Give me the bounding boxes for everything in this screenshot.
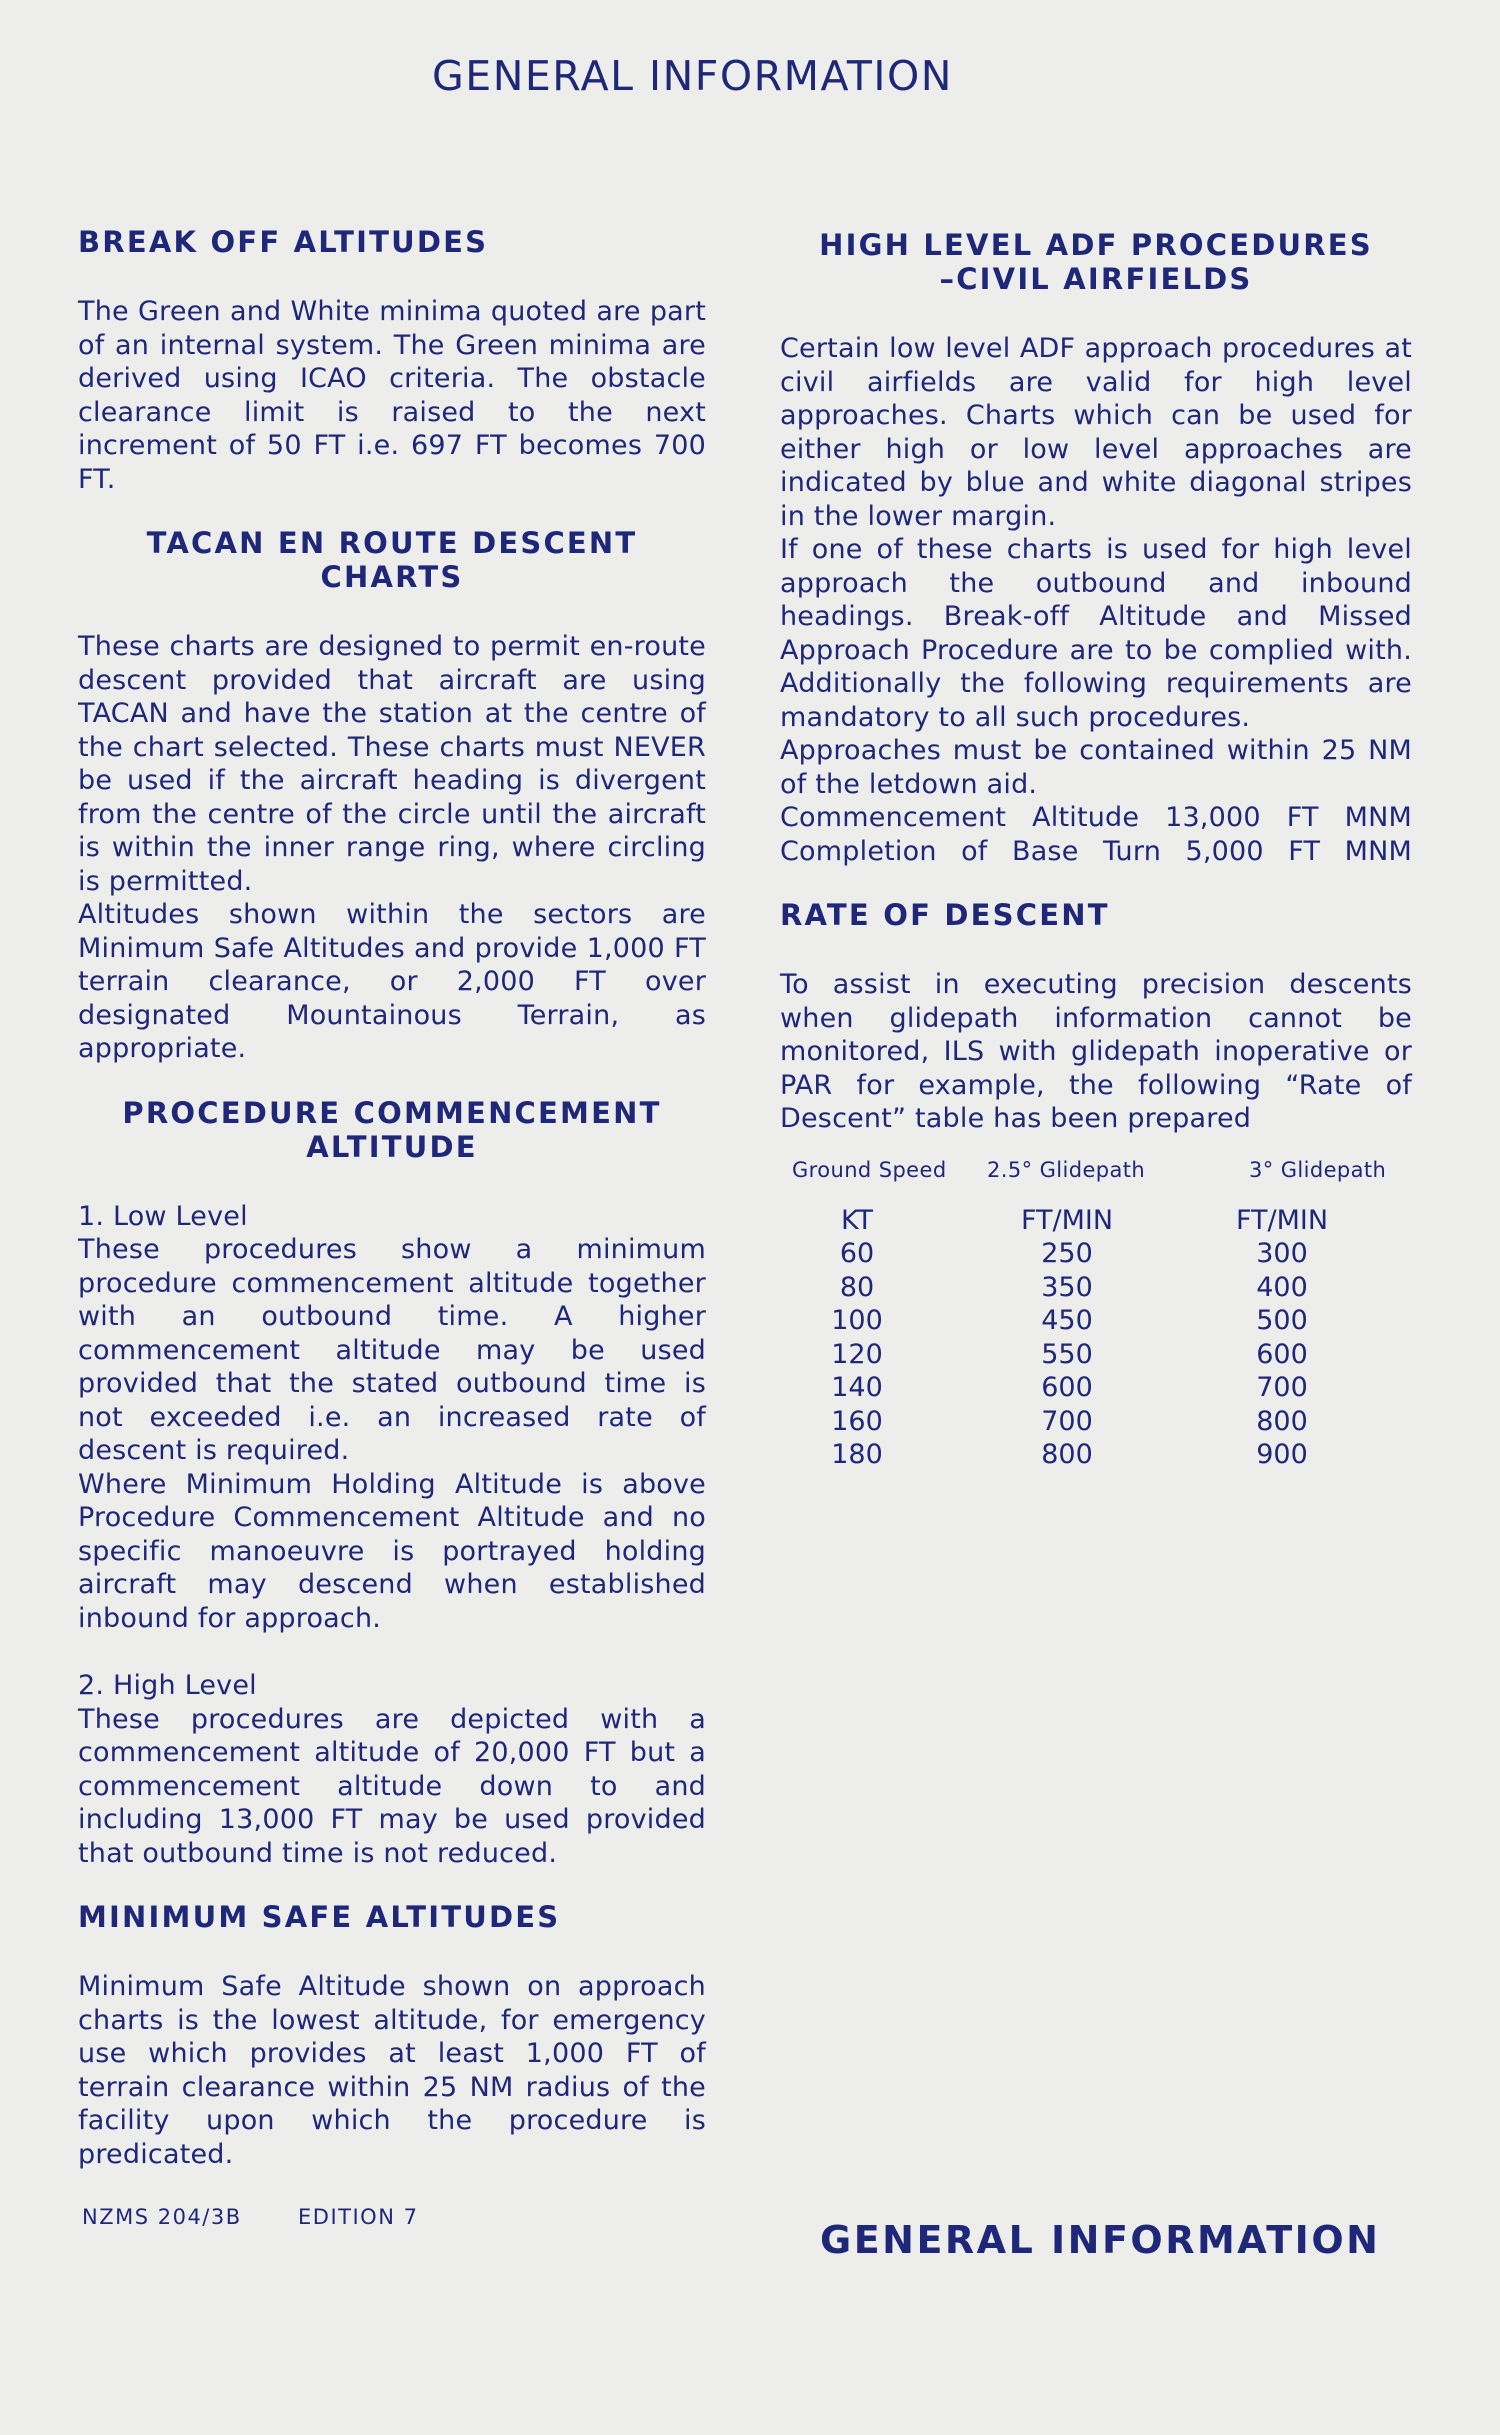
low-level-body-1: These procedures show a minimum procedure commencement altitude together with an outbound time. A higher commencement altitude may be used provided that the stated outbound time is not exceeded i.e. an increased rate of descent is required. <box>78 1234 706 1466</box>
tacan-body-2: Altitudes shown within the sectors are Minimum Safe Altitudes and provide 1,000 FT terrain clearance, or 2,000 FT over designated Mountainous Terrain, as appropriate. <box>78 899 706 1064</box>
tacan-heading-line1: TACAN EN ROUTE DESCENT <box>146 526 638 560</box>
glide-3-cell: 300 <box>1256 1238 1308 1269</box>
glide-25-cell: 800 <box>1041 1439 1093 1470</box>
unit-ftmin-25: FT/MIN <box>1020 1204 1114 1236</box>
speed-cell: 180 <box>831 1439 883 1470</box>
table-row <box>812 1304 1332 1338</box>
low-level-body-2: Where Minimum Holding Altitude is above Procedure Commencement Altitude and no specific manoeuvre is portrayed holding aircraft may descend when established inbound for approach. <box>78 1468 706 1634</box>
table-row <box>812 1237 1332 1271</box>
adf-heading-line2: –CIVIL AIRFIELDS <box>939 262 1253 296</box>
glide-25-cell: 450 <box>1041 1305 1093 1336</box>
table-row <box>812 1371 1332 1405</box>
table-row <box>812 1405 1332 1439</box>
edition: EDITION 7 <box>298 2205 419 2229</box>
glide-3-cell: 400 <box>1256 1271 1308 1303</box>
footer-chart-reference <box>82 2205 418 2229</box>
header-3-glidepath: 3° Glidepath <box>1249 1157 1387 1182</box>
msa-heading: MINIMUM SAFE ALTITUDES <box>78 1900 561 1934</box>
glide-3-cell: 600 <box>1256 1338 1308 1370</box>
glide-25-cell: 600 <box>1041 1372 1093 1403</box>
glide-3-cell: 500 <box>1256 1305 1308 1336</box>
break-off-heading: BREAK OFF ALTITUDES <box>78 225 489 259</box>
rate-body: To assist in executing precision descents when glidepath information cannot be monitored, ILS with glidepath inoperative or PAR for example, the following “Rate of Descent” table has been prepared <box>780 969 1412 1134</box>
left-column <box>78 225 706 2171</box>
adf-body-1: Certain low level ADF approach procedures at civil airfields are valid for high level approaches. Charts which can be used for either high or low level approaches are indicated by blue and white diagonal stripes in the lower margin. <box>780 333 1412 532</box>
break-off-body: The Green and White minima quoted are part of an internal system. The Green minima are derived using ICAO criteria. The obstacle clearance limit is raised to the next increment of 50 FT i.e. 697 FT becomes 700 FT. <box>78 296 706 495</box>
tacan-heading-line2: CHARTS <box>320 560 464 594</box>
procedure-heading-line2: ALTITUDE <box>306 1129 478 1164</box>
speed-cell: 120 <box>831 1338 883 1370</box>
speed-cell: 60 <box>839 1238 875 1269</box>
unit-kt: KT <box>840 1204 874 1236</box>
low-level-title: 1. Low Level <box>78 1200 248 1232</box>
procedure-heading-line1: PROCEDURE COMMENCEMENT <box>122 1095 662 1130</box>
adf-body-3: Approaches must be contained within 25 NM of the letdown aid. <box>780 735 1412 800</box>
table-row <box>812 1338 1332 1372</box>
speed-cell: 80 <box>839 1271 875 1303</box>
high-level-title: 2. High Level <box>78 1670 257 1701</box>
tacan-body-1: These charts are designed to permit en-route descent provided that aircraft are using TACAN and have the station at the centre of the chart selected. These charts must NEVER be used if the aircraft heading is divergent from the centre of the circle until the aircraft is within the inner range ring, where circling is permitted. <box>78 631 706 897</box>
msa-body: Minimum Safe Altitude shown on approach charts is the lowest altitude, for emergency use which provides at least 1,000 FT of terrain clearance within 25 NM radius of the facility upon which the procedure is predicated. <box>78 1971 706 2170</box>
high-level-body: These procedures are depicted with a commencement altitude of 20,000 FT but a commencement altitude down to and including 13,000 FT may be used provided that outbound time is not reduced. <box>78 1703 706 1869</box>
glide-25-cell: 700 <box>1041 1405 1093 1437</box>
page-title: GENERAL INFORMATION <box>432 52 953 100</box>
adf-commencement-line: Commencement Altitude 13,000 FT MNM <box>780 802 1412 833</box>
table-units-row <box>812 1204 1332 1238</box>
glide-3-cell: 900 <box>1256 1439 1308 1470</box>
chart-ref: NZMS 204/3B <box>82 2205 242 2229</box>
speed-cell: 140 <box>831 1372 883 1403</box>
glide-3-cell: 700 <box>1256 1372 1308 1403</box>
right-column <box>780 228 1412 1472</box>
speed-cell: 100 <box>831 1305 883 1336</box>
glide-25-cell: 550 <box>1041 1338 1093 1370</box>
glide-25-cell: 250 <box>1041 1238 1093 1269</box>
rate-of-descent-table <box>812 1204 1332 1472</box>
table-row <box>812 1271 1332 1305</box>
unit-ftmin-3: FT/MIN <box>1235 1204 1329 1236</box>
table-row <box>812 1438 1332 1472</box>
header-ground-speed: Ground Speed <box>792 1157 947 1182</box>
glide-3-cell: 800 <box>1256 1405 1308 1437</box>
footer-title: GENERAL INFORMATION <box>820 2218 1381 2262</box>
rate-table-column-headers <box>780 1158 1412 1182</box>
header-25-glidepath: 2.5° Glidepath <box>987 1157 1146 1182</box>
adf-completion-line: Completion of Base Turn 5,000 FT MNM <box>780 835 1412 867</box>
speed-cell: 160 <box>831 1405 883 1437</box>
adf-body-2: If one of these charts is used for high level approach the outbound and inbound headings. Break-off Altitude and Missed Approach Procedure are to be complied with. Additionally the following requirements are mandatory to all such procedures. <box>780 534 1412 733</box>
glide-25-cell: 350 <box>1041 1271 1093 1303</box>
rate-heading: RATE OF DESCENT <box>780 898 1110 932</box>
adf-heading-line1: HIGH LEVEL ADF PROCEDURES <box>819 228 1373 262</box>
